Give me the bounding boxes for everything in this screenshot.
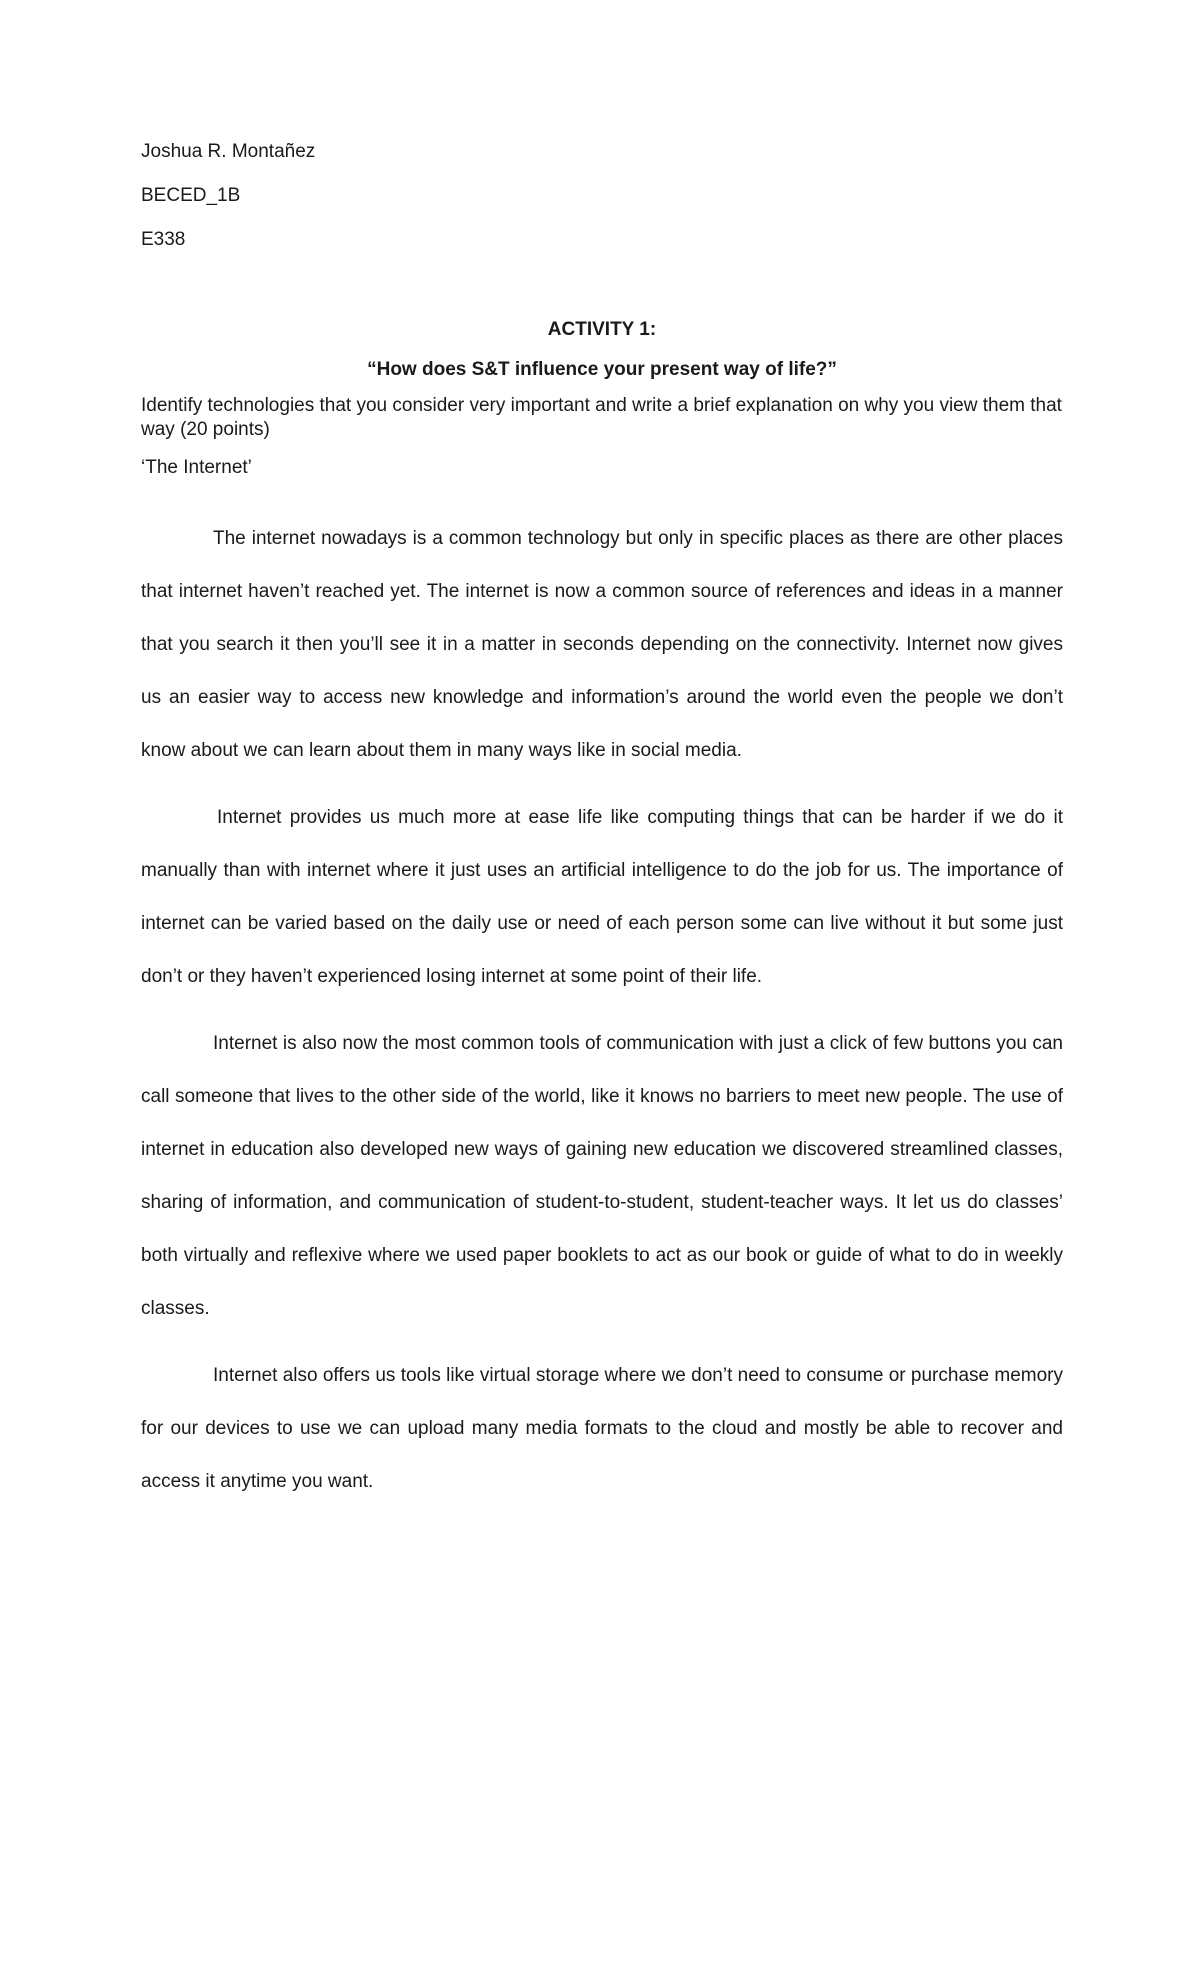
student-section: BECED_1B xyxy=(141,185,241,206)
document-body xyxy=(141,140,1063,1522)
essay-paragraph-4: Internet also offers us tools like virtual storage where we don’t need to consume or purchase memory for our devices to use we can upload many media formats to the cloud and mostly be able to recover and access it anytime you want. xyxy=(141,1365,1063,1492)
activity-instruction: Identify technologies that you consider very important and write a brief explanation on why you view them that way (20 points) xyxy=(141,395,1062,440)
course-code: E338 xyxy=(141,229,186,250)
essay-paragraph-2: Internet provides us much more at ease life like computing things that can be harder if we do it manually than with internet where it just uses an artificial intelligence to do the job for us. The importance of internet can be varied based on the daily use or need of each person some can live without it but some just don’t or they haven’t experienced losing internet at some point of their life. xyxy=(141,807,1063,987)
essay-paragraph-3: Internet is also now the most common tools of communication with just a click of few buttons you can call someone that lives to the other side of the world, like it knows no barriers to meet new people. The use of internet in education also developed new ways of gaining new education we discovered streamlined classes, sharing of information, and communication of student-to-student, student-teacher ways. It let us do classes’ both virtually and reflexive where we used paper booklets to act as our book or guide of what to do in weekly classes. xyxy=(141,1033,1063,1319)
student-header xyxy=(141,140,1063,252)
activity-title: ACTIVITY 1: xyxy=(547,319,657,340)
activity-question: “How does S&T influence your present way of life?” xyxy=(367,359,837,380)
essay-topic: ‘The Internet’ xyxy=(141,457,252,478)
student-name: Joshua R. Montañez xyxy=(141,141,316,162)
essay-paragraph-1: The internet nowadays is a common technology but only in specific places as there are other places that internet haven’t reached yet. The internet is now a common source of references and ideas in a manner that you search it then you’ll see it in a matter in seconds depending on the connectivity. Internet now gives us an easier way to access new knowledge and information’s around the world even the people we don’t know about we can learn about them in many ways like in social media. xyxy=(141,528,1063,761)
